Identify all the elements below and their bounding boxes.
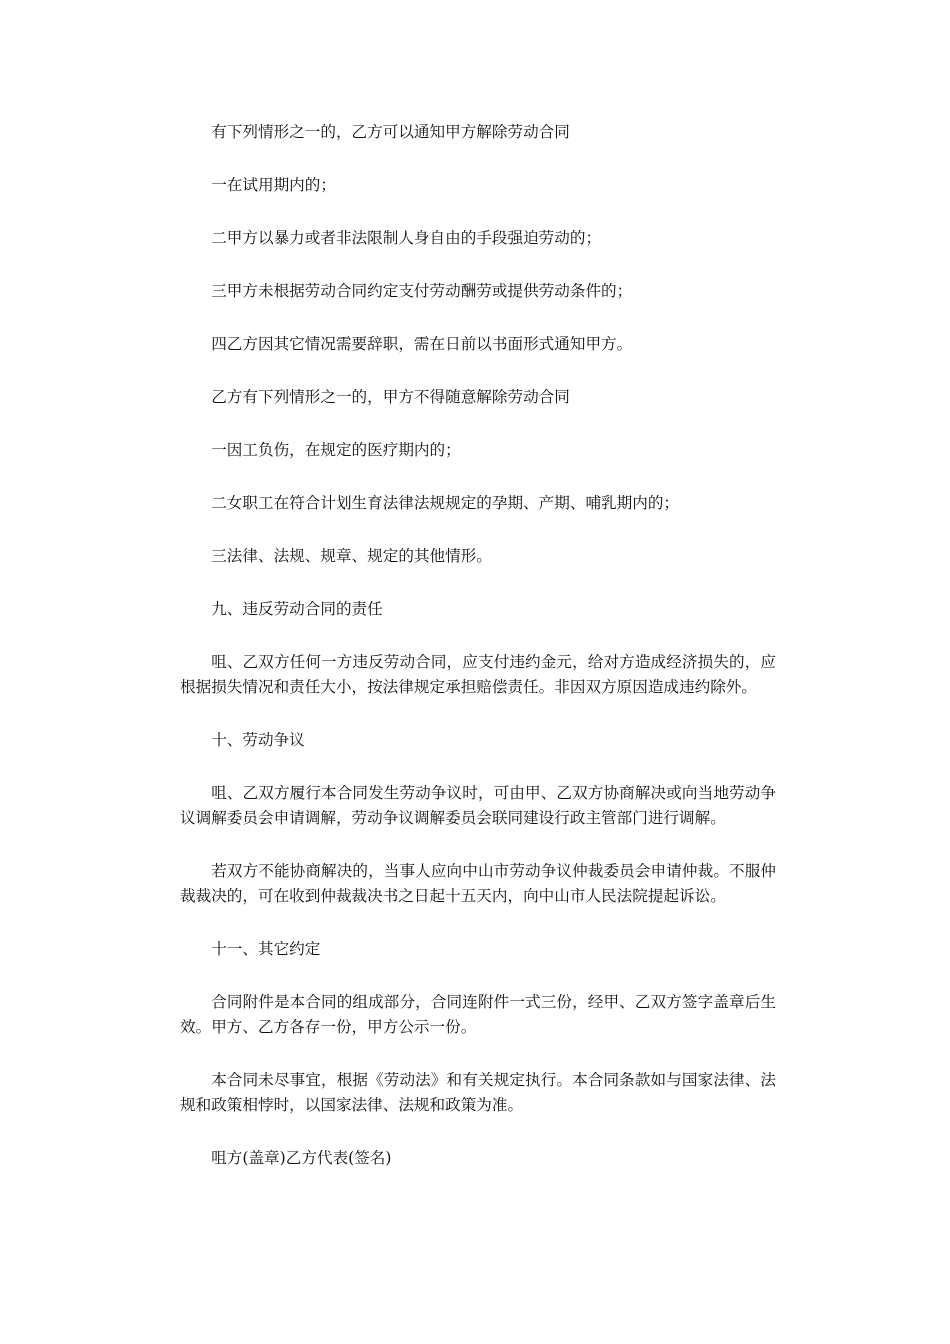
clause-text: 咀、乙双方任何一方违反劳动合同，应支付违约金元，给对方造成经济损失的，应根据损失情况和责任大小，按法律规定承担赔偿责任。非因双方原因造成违约除外。 — [180, 653, 776, 696]
clause-text: 咀、乙双方履行本合同发生劳动争议时，可由甲、乙双方协商解决或向当地劳动争议调解委员会申请调解，劳动争议调解委员会联同建设行政主管部门进行调解。 — [180, 784, 776, 827]
clause-item: 二女职工在符合计划生育法律法规规定的孕期、产期、哺乳期内的； — [211, 494, 680, 512]
clause-item: 三法律、法规、规章、规定的其他情形。 — [211, 547, 492, 565]
section-heading: 十、劳动争议 — [211, 731, 305, 749]
clause-item: 四乙方因其它情况需要辞职，需在日前以书面形式通知甲方。 — [211, 335, 633, 353]
clause-item: 一因工负伤，在规定的医疗期内的； — [211, 441, 461, 459]
clause-text: 乙方有下列情形之一的，甲方不得随意解除劳动合同 — [211, 388, 570, 406]
clause-item: 二甲方以暴力或者非法限制人身自由的手段强迫劳动的； — [211, 229, 602, 247]
clause-text: 若双方不能协商解决的，当事人应向中山市劳动争议仲裁委员会申请仲裁。不服仲裁裁决的，可在收到仲裁裁决书之日起十五天内，向中山市人民法院提起诉讼。 — [180, 862, 776, 905]
clause-item: 三甲方未根据劳动合同约定支付劳动酬劳或提供劳动条件的； — [211, 282, 633, 300]
document-body — [180, 120, 776, 1199]
signature-line: 咀方(盖章)乙方代表(签名) — [211, 1149, 392, 1167]
clause-text: 有下列情形之一的，乙方可以通知甲方解除劳动合同 — [211, 123, 570, 141]
section-heading: 九、违反劳动合同的责任 — [211, 600, 383, 618]
section-heading: 十一、其它约定 — [211, 940, 321, 958]
clause-item: 一在试用期内的； — [211, 176, 336, 194]
clause-text: 本合同未尽事宜，根据《劳动法》和有关规定执行。本合同条款如与国家法律、法规和政策相悖时，以国家法律、法规和政策为准。 — [180, 1071, 776, 1114]
clause-text: 合同附件是本合同的组成部分，合同连附件一式三份，经甲、乙双方签字盖章后生效。甲方、乙方各存一份，甲方公示一份。 — [180, 993, 776, 1036]
